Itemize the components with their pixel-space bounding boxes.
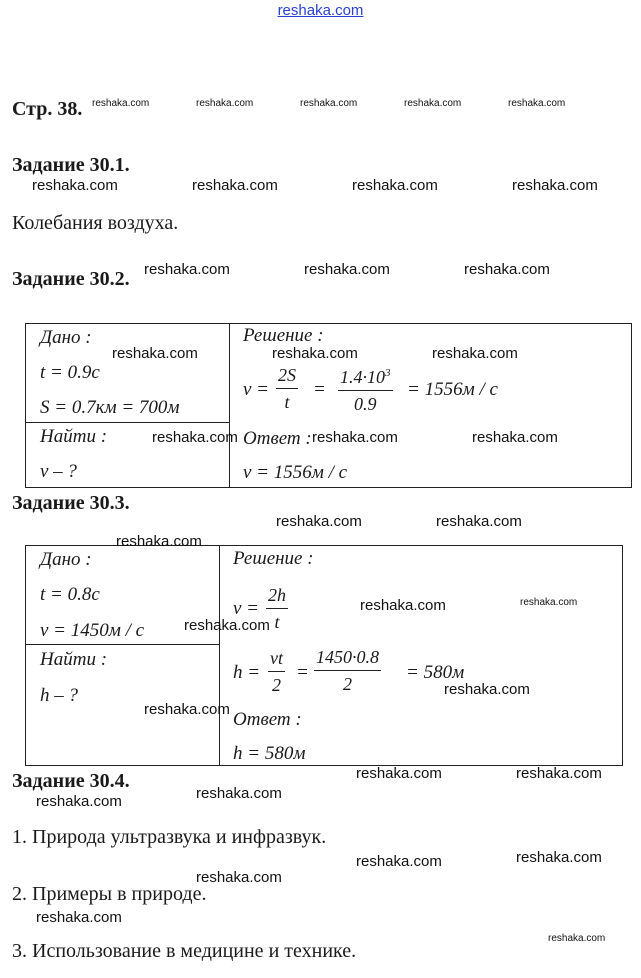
task-30-2-heading: Задание 30.2. [12,268,130,290]
watermark: reshaka.com [436,513,522,530]
fraction-denominator: 2 [272,675,281,695]
formula-result: = 580м [406,662,465,683]
task-30-3-heading: Задание 30.3. [12,492,130,514]
page-label: Стр. 38. [12,98,83,120]
answer-label: Ответ : [243,428,312,449]
fraction-numerator: 2h [268,585,286,605]
watermark: reshaka.com [356,765,442,782]
fraction-denominator: t [274,612,280,632]
given-value: t = 0.9с [40,362,100,383]
watermark: reshaka.com [472,429,558,446]
watermark: reshaka.com [152,429,238,446]
watermark: reshaka.com [312,429,398,446]
watermark: reshaka.com [196,869,282,886]
table-divider [219,545,220,766]
watermark: reshaka.com [272,345,358,362]
equals-sign: = [296,662,309,683]
watermark: reshaka.com [36,909,122,926]
site-link[interactable]: reshaka.com [277,2,364,19]
watermark: reshaka.com [520,597,578,608]
fraction-bar [276,388,298,389]
fraction-numerator: vt [270,648,283,668]
watermark: reshaka.com [276,513,362,530]
fraction-denominator: 0.9 [354,394,377,414]
formula-result: = 1556м / с [407,379,498,400]
answer-value: h = 580м [233,743,306,764]
watermark: reshaka.com [92,98,150,109]
watermark: reshaka.com [112,345,198,362]
watermark: reshaka.com [464,261,550,278]
watermark: reshaka.com [196,98,254,109]
watermark: reshaka.com [360,597,446,614]
exponent: 3 [385,367,391,379]
watermark: reshaka.com [352,177,438,194]
fraction [276,364,298,413]
watermark: reshaka.com [144,701,230,718]
fraction-bar [266,608,288,609]
find-label: Найти : [40,649,108,670]
fraction [338,362,393,415]
watermark: reshaka.com [356,853,442,870]
fraction-numerator: 1450·0.8 [316,647,379,667]
fraction [314,646,381,695]
fraction-denominator: 2 [343,674,352,694]
formula-prefix: h = [233,662,261,683]
list-item: 2. Примеры в природе. [12,883,207,905]
fraction-numerator-base: 1.4·10 [340,367,385,387]
fraction-denominator: t [284,392,290,412]
solution-label: Решение : [243,325,324,346]
watermark: reshaka.com [184,617,270,634]
table-divider [229,323,230,488]
find-label: Найти : [40,426,108,447]
watermark: reshaka.com [144,261,230,278]
watermark: reshaka.com [508,98,566,109]
watermark: reshaka.com [300,98,358,109]
answer-label: Ответ : [233,709,302,730]
watermark: reshaka.com [404,98,462,109]
list-item: 3. Использование в медицине и технике. [12,940,357,962]
watermark: reshaka.com [36,793,122,810]
task-30-1-heading: Задание 30.1. [12,154,130,176]
list-item: 1. Природа ультразвука и инфразвук. [12,826,327,848]
equals-sign: = [313,379,326,400]
fraction-bar [268,671,285,672]
watermark: reshaka.com [432,345,518,362]
fraction-bar [338,390,393,391]
table-divider [25,644,220,645]
watermark: reshaka.com [304,261,390,278]
formula-prefix: v = [233,598,260,619]
fraction-bar [314,670,381,671]
given-label: Дано : [40,549,92,570]
watermark: reshaka.com [516,849,602,866]
answer-value: v = 1556м / с [243,462,348,483]
watermark: reshaka.com [192,177,278,194]
fraction [268,647,285,696]
table-divider [25,422,230,423]
given-label: Дано : [40,327,92,348]
find-value: h – ? [40,685,78,706]
watermark: reshaka.com [196,785,282,802]
watermark: reshaka.com [548,933,606,944]
given-value: t = 0.8с [40,584,100,605]
formula-prefix: v = [243,379,270,400]
task-30-4-heading: Задание 30.4. [12,770,130,792]
given-value: v = 1450м / с [40,620,145,641]
task-30-1-answer: Колебания воздуха. [12,212,179,234]
solution-label: Решение : [233,548,314,569]
watermark: reshaka.com [32,177,118,194]
fraction-numerator [338,362,393,388]
fraction-numerator: 2S [278,365,296,385]
find-value: v – ? [40,461,77,482]
given-value: S = 0.7км = 700м [40,397,180,418]
watermark: reshaka.com [512,177,598,194]
watermark: reshaka.com [444,681,530,698]
watermark: reshaka.com [516,765,602,782]
watermark: reshaka.com [116,533,202,550]
